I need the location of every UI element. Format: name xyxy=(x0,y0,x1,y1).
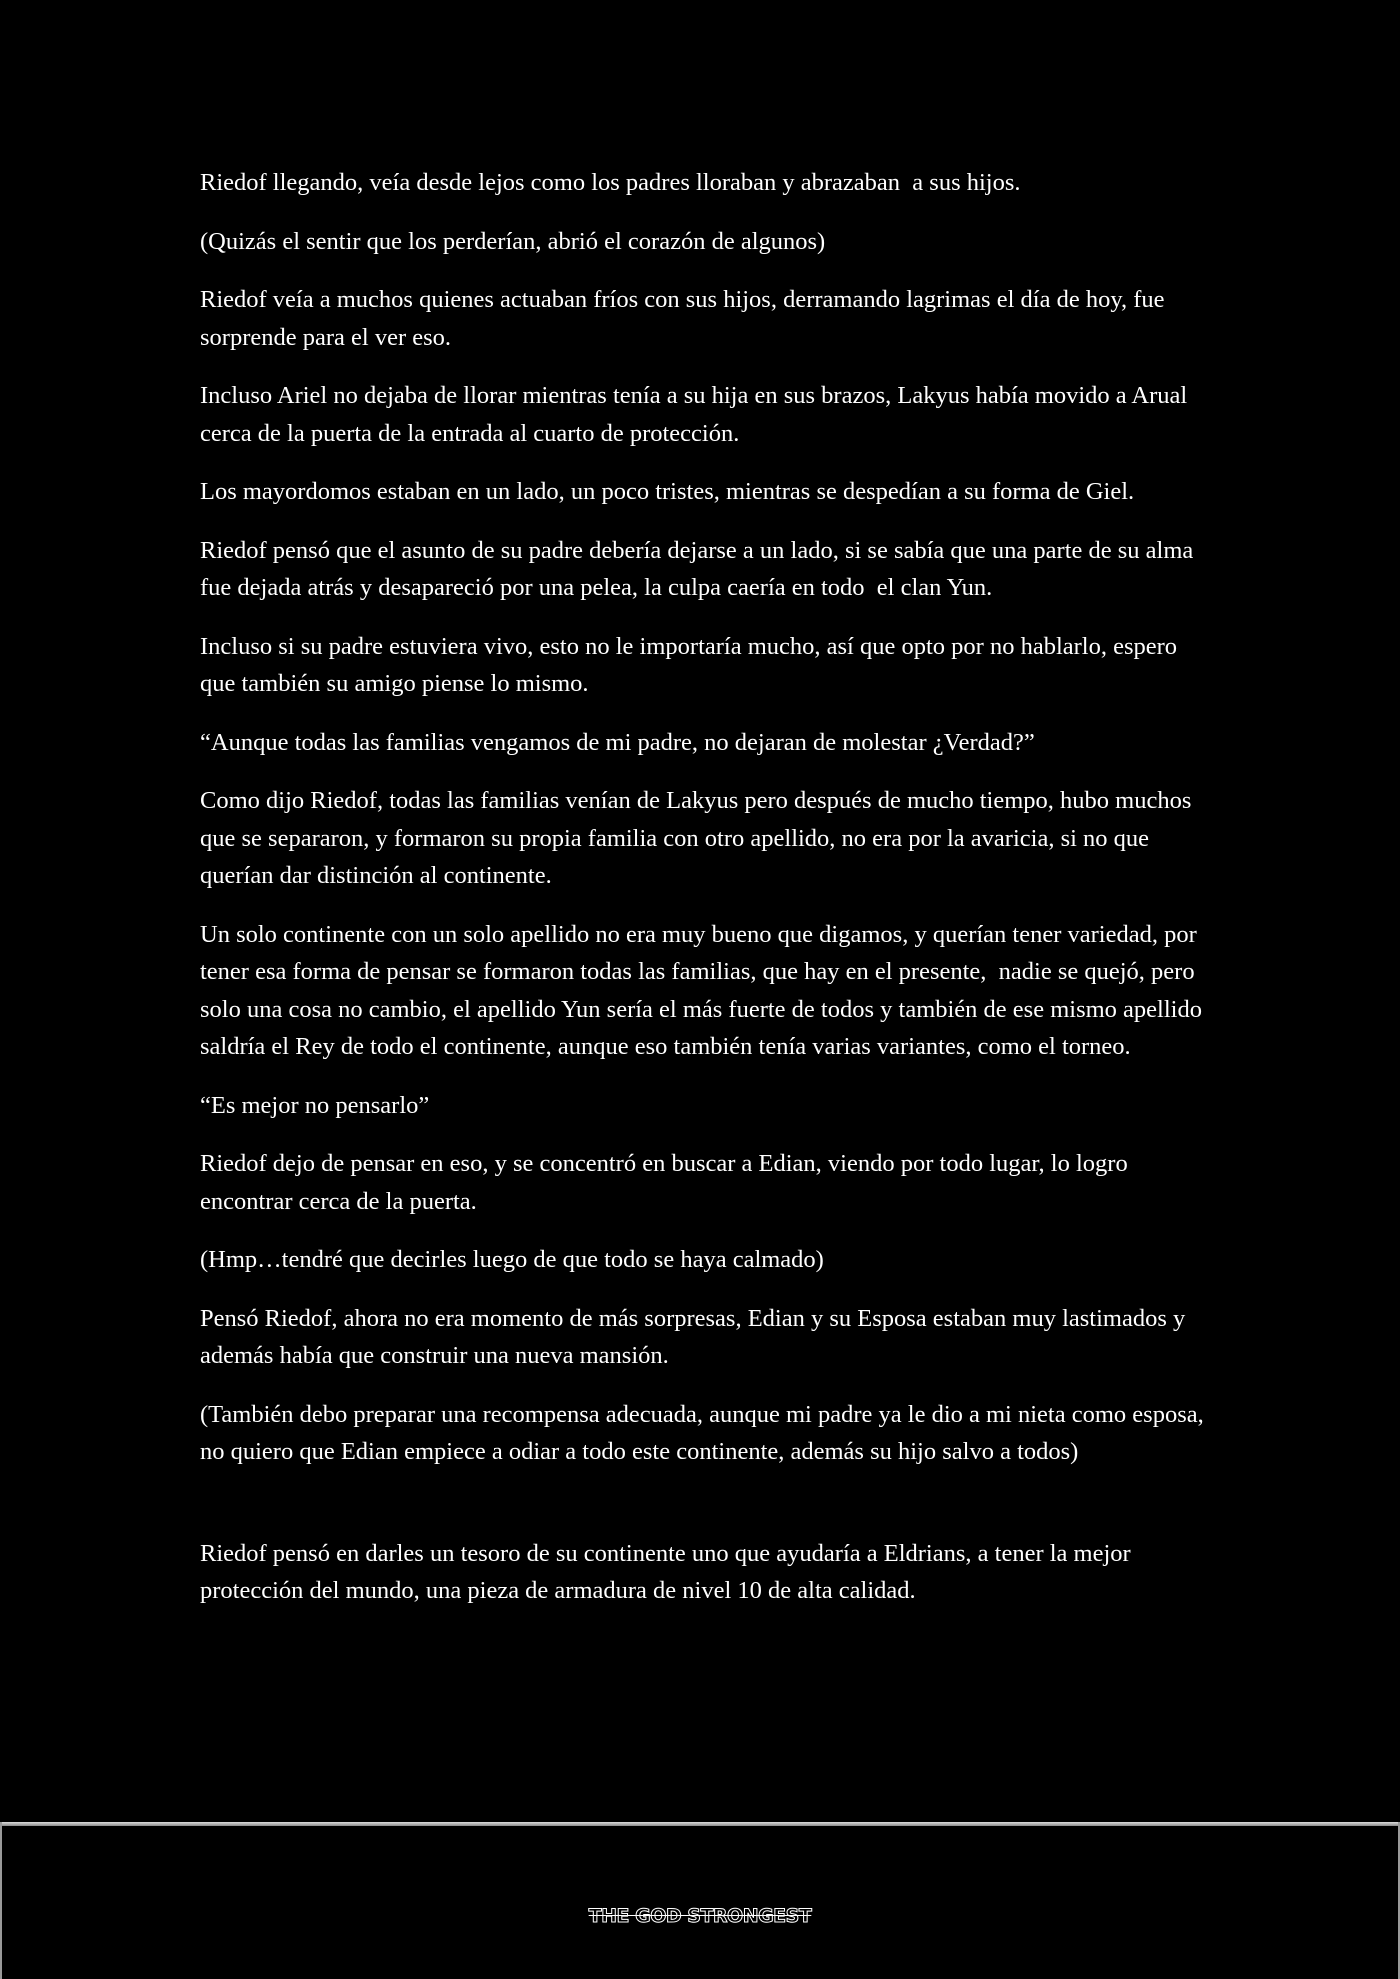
paragraph: Incluso si su padre estuviera vivo, esto no le importaría mucho, así que opto por no hablarlo, espero que también su amigo piense lo mismo. xyxy=(200,632,1184,697)
paragraph: Los mayordomos estaban en un lado, un poco tristes, mientras se despedían a su forma de Giel. xyxy=(200,478,1135,505)
paragraph: Un solo continente con un solo apellido no era muy bueno que digamos, y querían tener variedad, por tener esa forma de pensar se formaron todas las familias, que hay en el presente, nadie se quejó, pero solo una cosa no cambio, el apellido Yun sería el más fuerte de todos y también de ese mismo apellido saldría el Rey de todo el continente, aunque eso también tenía varias variantes, como el torneo. xyxy=(200,920,1209,1060)
watermark xyxy=(0,1905,1400,1927)
page-divider xyxy=(0,1822,1400,1826)
paragraph: (También debo preparar una recompensa adecuada, aunque mi padre ya le dio a mi nieta como esposa, no quiero que Edian empiece a odiar a todo este continente, además su hijo salvo a todos) xyxy=(200,1400,1210,1465)
paragraph: Riedof pensó en darles un tesoro de su continente uno que ayudaría a Eldrians, a tener la mejor protección del mundo, una pieza de armadura de nivel 10 de alta calidad. xyxy=(200,1539,1137,1604)
paragraph: Riedof veía a muchos quienes actuaban fríos con sus hijos, derramando lagrimas el día de hoy, fue sorprende para el ver eso. xyxy=(200,286,1171,351)
paragraph: Riedof pensó que el asunto de su padre debería dejarse a un lado, si se sabía que una parte de su alma fue dejada atrás y desapareció por una pelea, la culpa caería en todo el clan Yun. xyxy=(200,536,1200,601)
paragraph: Pensó Riedof, ahora no era momento de más sorpresas, Edian y su Esposa estaban muy lastimados y además había que construir una nueva mansión. xyxy=(200,1304,1192,1369)
paragraph: “Es mejor no pensarlo” xyxy=(200,1091,430,1119)
paragraph: Como dijo Riedof, todas las familias venían de Lakyus pero después de mucho tiempo, hubo muchos que se separaron, y formaron su propia familia con otro apellido, no era por la avaricia, si no que querían dar distinción al continente. xyxy=(200,787,1198,889)
page-edge-left xyxy=(0,1822,2,1979)
document-body xyxy=(200,164,1210,1631)
paragraph: (Quizás el sentir que los perderían, abrió el corazón de algunos) xyxy=(200,227,826,255)
paragraph: Riedof dejo de pensar en eso, y se concentró en buscar a Edian, viendo por todo lugar, lo logro encontrar cerca de la puerta. xyxy=(200,1150,1134,1215)
watermark-text: THE GOD STRONGEST xyxy=(588,1905,812,1927)
paragraph: Incluso Ariel no dejaba de llorar mientras tenía a su hija en sus brazos, Lakyus había movido a Arual cerca de la puerta de la entrada al cuarto de protección. xyxy=(200,382,1194,447)
paragraph: (Hmp…tendré que decirles luego de que todo se haya calmado) xyxy=(200,1246,824,1273)
paragraph: “Aunque todas las familias vengamos de mi padre, no dejaran de molestar ¿Verdad?” xyxy=(200,728,1035,756)
paragraph: Riedof llegando, veía desde lejos como los padres lloraban y abrazaban a sus hijos. xyxy=(200,169,1021,196)
